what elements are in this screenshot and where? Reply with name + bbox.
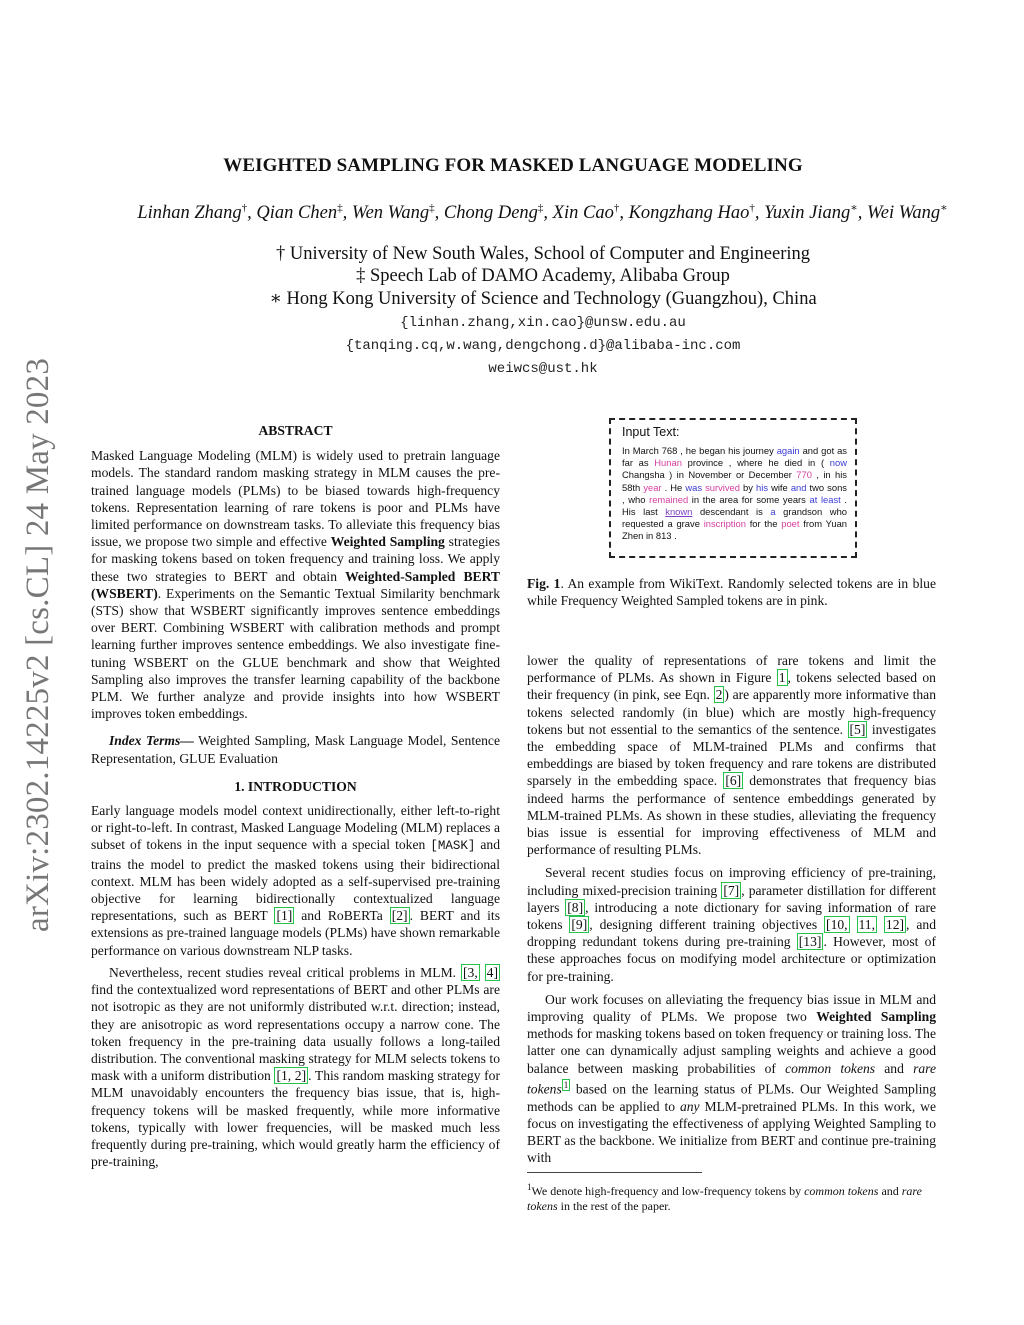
italic-term: rare tokens <box>527 1060 936 1097</box>
index-terms: Index Terms— Weighted Sampling, Mask Language Model, Sentence Representation, GLUE Evaluation <box>91 733 500 766</box>
bold-term: Weighted Sampling <box>816 1009 936 1025</box>
weighted-token: remained <box>649 493 689 505</box>
right-column <box>527 652 936 1166</box>
citation-link[interactable]: [6] <box>725 773 742 789</box>
weighted-token: year <box>643 481 662 493</box>
affiliation-damo: ‡ Speech Lab of DAMO Academy, Alibaba Group <box>356 266 730 286</box>
author-mark: † <box>613 202 620 214</box>
weighted-token: poet <box>781 518 800 530</box>
right-paragraph-2: Several recent studies focus on improving efficiency of pre-training, including mixed-precision training [7] , parameter distillation for different layers [8] , introducing a note dictionary for saving information of rare tokens [9] , designing different training objectives [10, 11, 12] , and dropping redundant tokens during pre-training [13] . However, most of these approaches focus on modifying model architecture or optimization for pre-training. <box>527 865 937 984</box>
figure-example-text: In March 768 , he began his journey again and got as far as Hunan province , where he died in ( now Changsha ) in November or December 770 , in his 58th year . He was survived by his wife and two sons , who remained in the area for some years at least . His last known descendant is a grandson who requested a grave inscription for the poet from Yuan Zhen in 813 . <box>622 445 848 542</box>
citation-link[interactable]: [8] <box>567 899 584 915</box>
italic-term: common tokens <box>785 1060 876 1076</box>
italic-term: rare tokens <box>527 1184 922 1213</box>
italic-term: any <box>679 1098 700 1114</box>
introduction-heading: 1. INTRODUCTION <box>234 778 357 794</box>
affiliation-unsw: † University of New South Wales, School of Computer and Engineering <box>275 244 811 264</box>
author-mark: ∗ <box>940 202 948 214</box>
author: Kongzhang Hao <box>628 203 750 224</box>
mask-token: [MASK] <box>430 839 476 854</box>
author-list: Linhan Zhang†, Qian Chen‡, Wen Wang‡, Chong Deng‡, Xin Cao†, Kongzhang Hao†, Yuxin Jiang∗, Wei Wang∗ <box>137 202 948 224</box>
random-token: and <box>790 481 807 493</box>
intro-paragraph-1: Early language models model context unidirectionally, either left-to-right or right-to-left. In contrast, Masked Language Modeling (MLM) replaces a subset of tokens in the input sequence with a special token [MASK] and trains the model to predict the masked tokens using their bidirectional context. MLM has been widely adopted as a self-supervised pre-training objective for learning bidirectionally contextualized language representations, such as BERT [1] and RoBERTa [2] . BERT and its extensions as pre-trained language models (PLMs) have shown remarkable performance on various downstream NLP tasks. <box>91 803 500 958</box>
figure-1-box <box>609 418 857 558</box>
author-mark: ∗ <box>850 202 858 214</box>
intro-paragraph-2: Nevertheless, recent studies reveal critical problems in MLM. [3, 4] find the contextualized word representations of BERT and other PLMs are not isotropic as they are not uniformly distributed w.r.t. direction; instead, they are anisotropic as word representations occupy a narrow cone. The token frequency in the pre-training data usually follows a long-tailed distribution. The conventional masking strategy for MLM selects tokens to mask with a uniform distribution [1, 2] . This random masking strategy for MLM unavoidably encounters the frequency bias issue, that is, high-frequency tokens will be masked frequently, while more informative tokens, typically with lower frequencies, will be masked much less frequently during pre-training, which would greatly harm the efficiency of pre-training, <box>91 964 500 1170</box>
email-ust[interactable]: weiwcs@ust.hk <box>488 361 598 377</box>
author-mark: ‡ <box>337 202 343 214</box>
index-terms-label: Index Terms— <box>109 733 194 749</box>
author: Wei Wang <box>867 203 941 224</box>
arxiv-identifier: arXiv:2302.14225v2 [cs.CL] 24 May 2023 <box>20 357 56 933</box>
random-and-weighted-token: known <box>665 506 693 518</box>
weighted-token: Hunan <box>654 457 682 469</box>
figure-ref-link[interactable]: 1 <box>778 670 786 686</box>
citation-link[interactable]: [1] <box>276 908 293 924</box>
random-token: at least <box>809 493 841 505</box>
citation-link[interactable]: [9] <box>571 917 588 933</box>
author-mark: † <box>749 202 755 214</box>
citation-link[interactable]: [7] <box>723 882 740 898</box>
figure-1-caption: Fig. 1. An example from WikiText. Randomly selected tokens are in blue while Frequency Weighted Sampled tokens are in pink. <box>527 576 936 609</box>
footnote-ref-link[interactable]: 1 <box>563 1079 569 1090</box>
figure-box-title: Input Text: <box>622 425 680 439</box>
citation-link[interactable]: [1, 2] <box>276 1068 307 1084</box>
weighted-token: inscription <box>703 518 746 530</box>
citation-link[interactable]: [2] <box>391 908 408 924</box>
bold-term: Weighted Sampling <box>330 534 445 550</box>
citation-link[interactable]: [10, <box>826 917 848 933</box>
citation-link[interactable]: 12] <box>885 917 905 933</box>
random-token: now <box>829 457 847 469</box>
citation-link[interactable]: [13] <box>798 934 822 950</box>
email-alibaba[interactable]: {tanqing.cq,w.wang,dengchong.d}@alibaba-inc.com <box>345 338 741 354</box>
paper-title: WEIGHTED SAMPLING FOR MASKED LANGUAGE MODELING <box>223 155 803 176</box>
footnote-rule <box>527 1172 702 1173</box>
random-token: his <box>756 481 769 493</box>
right-paragraph-1: lower the quality of representations of rare tokens and limit the performance of PLMs. As shown in Figure 1 , tokens selected based on their frequency (in pink, see Eqn. 2 ) are apparently more informative than tokens selected randomly (in blue) which are mostly high-frequency tokens but not essential to the semantics of the sentence. [5] investigates the embedding space of MLM-trained PLMs and confirms that embeddings are biased by token frequency and rare tokens are distributed sparsely in the embedding space. [6] demonstrates that frequency bias indeed harms the performance of sentence embeddings generated by MLM-trained PLMs. As shown in these studies, alleviating the frequency bias issue is essential for improving effectiveness of MLM and performance of resulting PLMs. <box>527 653 937 858</box>
equation-ref-link[interactable]: 2 <box>715 687 723 703</box>
citation-link[interactable]: [3, <box>463 964 478 980</box>
author: Qian Chen <box>256 203 338 224</box>
abstract-heading: ABSTRACT <box>258 423 333 438</box>
right-paragraph-3: Our work focuses on alleviating the frequency bias issue in MLM and improving quality of PLMs. We propose two Weighted Sampling methods for masking tokens based on token frequency or training loss. The latter one can dynamically adjust sampling weights and achieve a good balance between masking probabilities of common tokens and rare tokens $^1$ based on the learning status of PLMs. Our Weighted Sampling methods can be applied to any MLM-pretrained PLMs. In this work, we focus on investigating the effectiveness of applying Weighted Sampling to BERT as the backbone. We initialize from BERT and continue pre-training with <box>527 991 936 1166</box>
author: Yuxin Jiang <box>764 203 851 224</box>
random-token: was <box>685 481 703 493</box>
italic-term: common tokens <box>804 1184 879 1198</box>
author: Wen Wang <box>351 203 430 224</box>
author-mark: † <box>241 202 248 214</box>
left-column <box>91 422 500 1170</box>
author-mark: ‡ <box>537 202 544 214</box>
weighted-token: 770 <box>796 469 812 481</box>
citation-link[interactable]: 11, <box>858 917 875 933</box>
author-mark: ‡ <box>429 202 435 214</box>
random-token: a <box>770 506 776 518</box>
author: Xin Cao <box>552 203 614 224</box>
footnote-mark: 1 <box>527 1182 532 1192</box>
citation-link[interactable]: 4] <box>486 964 498 980</box>
random-token: again <box>776 445 800 456</box>
author: Linhan Zhang <box>137 203 242 224</box>
email-unsw[interactable]: {linhan.zhang,xin.cao}@unsw.edu.au <box>400 315 686 331</box>
author: Chong Deng <box>443 203 538 224</box>
footnote: $^1$We denote high-frequency and low-frequency tokens by common tokens and rare tokens in the rest of the paper. <box>527 1182 922 1213</box>
citation-link[interactable]: [5] <box>849 721 866 737</box>
caption-label: Fig. 1 <box>527 576 561 591</box>
abstract-body: Masked Language Modeling (MLM) is widely used to pretrain language models. The standard random masking strategy in MLM causes the pre-trained language models (PLMs) to be biased towards high-frequency tokens. Representation learning of rare tokens is poor and PLMs have limited performance on downstream tasks. To alleviate this frequency bias issue, we propose two simple and effective Weighted Sampling strategies for masking tokens based on token frequency and training loss. We apply these two strategies to BERT and obtain Weighted-Sampled BERT (WSBERT). Experiments on the Semantic Textual Similarity benchmark (STS) show that WSBERT significantly improves sentence embeddings over BERT. Combining WSBERT with calibration methods and prompt learning further improves sentence embeddings. We also investigate fine-tuning WSBERT on the GLUE benchmark and show that Weighted Sampling also improves the transfer learning capability of the backbone PLM. We further analyze and provide insights into how WSBERT improves token embeddings. <box>91 448 501 722</box>
bold-term: Weighted-Sampled BERT (WSBERT) <box>91 568 500 601</box>
affiliation-hkust: ∗ Hong Kong University of Science and Technology (Guangzhou), China <box>269 289 817 309</box>
weighted-token: survived <box>705 481 740 493</box>
